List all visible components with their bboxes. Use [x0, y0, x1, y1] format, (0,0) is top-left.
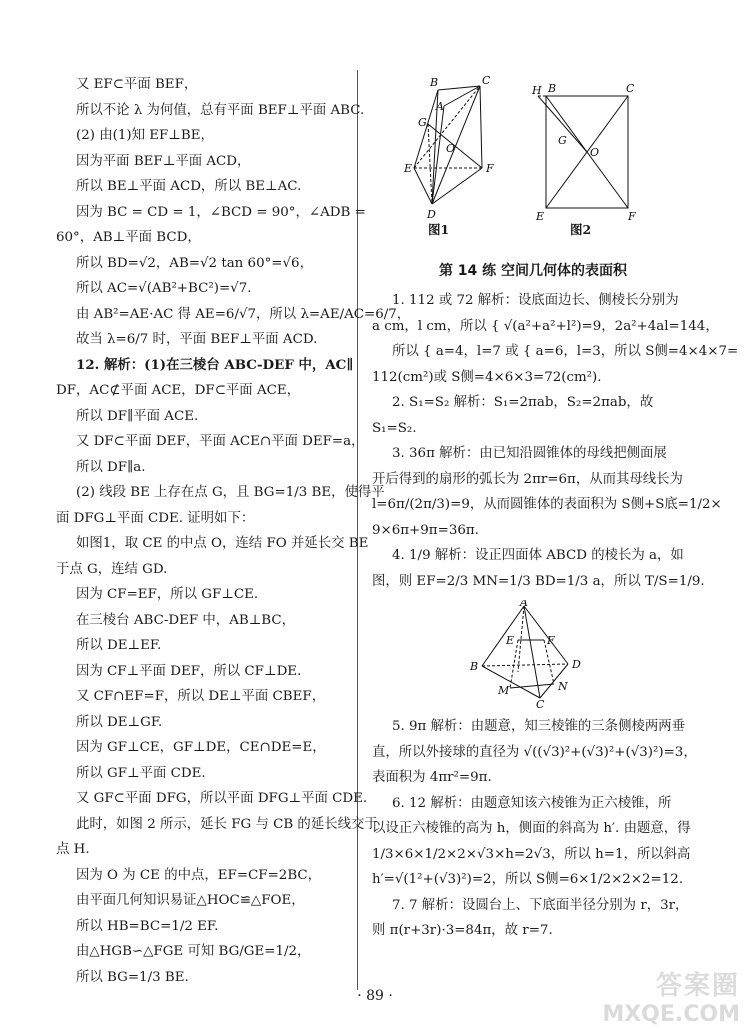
right_a-line: 所以 { a=4，l=7 或 { a=6，l=3，所以 S侧=4×4×7= [392, 344, 739, 359]
fig2-label-c: C [626, 82, 635, 95]
left-line: 12. 解析：(1)在三棱台 ABC-DEF 中，AC∥ [76, 356, 354, 373]
right_b-line: 直，所以外接球的直径为 √((√3)²+(√3)²+(√3)²)=3， [372, 744, 697, 760]
left-line: 60°，AB⊥平面 BCD， [56, 230, 201, 245]
fig1-label-c: C [482, 74, 491, 87]
tet-label-c: C [536, 698, 545, 708]
left-line: 所以 BG=1/3 BE. [76, 969, 189, 985]
figure-1-caption: 图1 [428, 222, 450, 237]
right_a-line: 112(cm²)或 S侧=4×6×3=72(cm²). [372, 369, 602, 385]
right_b-line: 7. 7 解析：设圆台上、下底面半径分别为 r，3r， [392, 897, 689, 913]
left-line: 于点 G，连结 GD. [56, 561, 168, 577]
fig1-label-d: D [427, 208, 436, 221]
left-line: 所以 DE⊥EF. [76, 638, 162, 653]
answers-5-7 [372, 714, 697, 944]
left-line: 在三棱台 ABC-DEF 中，AB⊥BC， [76, 612, 296, 628]
right_a-line: 开后得到的扇形的弧长为 2πr=6π，从而其母线长为 [372, 471, 683, 487]
figures-block [372, 72, 694, 254]
answers-1-4 [372, 288, 739, 594]
left-line: 所以不论 λ 为何值，总有平面 BEF⊥平面 ABC. [76, 102, 365, 118]
right_a-line: a cm，l cm，所以 { √(a²+a²+l²)=9，2a²+4al=144， [372, 318, 719, 334]
left-line: 由△HGB∽△FGE 可知 BG/GE=1/2， [76, 944, 311, 959]
fig2-label-h: H [532, 84, 542, 97]
right_a-line: l=6π/(2π/3)=9，从而圆锥体的表面积为 S侧+S底=1/2× [372, 497, 722, 512]
left-line: DF，AC⊄平面 ACE，DF⊂平面 ACE， [56, 383, 301, 398]
right_b-line: 则 π(r+3r)·3=84π，故 r=7. [372, 923, 553, 938]
right_a-line: 9×6π+9π=36π. [372, 522, 479, 538]
right_a-line: 1. 112 或 72 解析：设底面边长、侧棱长分别为 [392, 293, 679, 308]
left-line: 因为平面 BEF⊥平面 ACD， [76, 153, 251, 169]
left-line: 点 H. [56, 842, 90, 857]
right-column [372, 72, 739, 944]
left-line: 因为 CF⊥平面 DEF，所以 CF⊥DE. [76, 663, 302, 679]
tet-label-m: M [498, 684, 510, 697]
left-line: 所以 AC=√(AB²+BC²)=√7. [76, 281, 252, 296]
left-line: 此时，如图 2 所示，延长 FG 与 CB 的延长线交于 [76, 816, 378, 832]
right_b-line: 5. 9π 解析：由题意，知三棱锥的三条侧棱两两垂 [392, 719, 686, 734]
tetrahedron-figure [372, 600, 694, 708]
section-title: 第 14 练 空间几何体的表面积 [438, 263, 628, 279]
tet-label-e: E [506, 634, 515, 647]
tet-label-d: D [572, 658, 581, 671]
left-line: 所以 DE⊥GF. [76, 714, 163, 730]
left-line: (2) 由(1)知 EF⊥BE， [76, 128, 214, 143]
fig1-label-f: F [486, 162, 494, 175]
right_b-line: 6. 12 解析：由题意知该六棱锥为正六棱锥，所 [392, 795, 672, 811]
tet-label-a: A [520, 600, 528, 609]
left-line: 如图1，取 CE 的中点 O，连结 FO 并延长交 BE [76, 536, 369, 551]
figure-2-caption: 图2 [570, 222, 592, 237]
right_b-line: 以设正六棱锥的高为 h，侧面的斜高为 h′. 由题意，得 [372, 821, 691, 836]
left-line: 所以 DF∥a. [76, 459, 146, 475]
right_b-line: 表面积为 4πr²=9π. [372, 770, 492, 785]
fig2-label-g: G [558, 134, 567, 147]
right_a-line: 图，则 EF=2/3 MN=1/3 BD=1/3 a，所以 T/S=1/9. [372, 573, 705, 589]
left-line: 所以 BE⊥平面 ACD，所以 BE⊥AC. [76, 179, 302, 194]
left-line: 又 GF⊂平面 DFG，所以平面 DFG⊥平面 CDE. [76, 791, 368, 806]
left-line: 又 EF⊂平面 BEF， [76, 77, 198, 92]
fig2-label-e: E [536, 210, 545, 223]
left-line: 故当 λ=6/7 时，平面 BEF⊥平面 ACD. [76, 332, 318, 347]
right_a-line: 2. S₁=S₂ 解析：S₁=2πab，S₂=2πab，故 [392, 395, 654, 410]
fig2-label-f: F [628, 210, 636, 223]
left-line: 所以 BD=√2，AB=√2 tan 60°=√6， [76, 255, 313, 271]
right_a-line: 4. 1/9 解析：设正四面体 ABCD 的棱长为 a，如 [392, 548, 684, 563]
watermark-line2: MXQE.COM [602, 1002, 740, 1027]
fig1-label-g: G [418, 116, 427, 129]
fig1-label-o: O [446, 142, 456, 155]
left-line: 由 AB²=AE·AC 得 AE=6/√7，所以 λ=AE/AC=6/7， [76, 306, 411, 322]
left-line: 所以 DF∥平面 ACE. [76, 408, 199, 424]
tet-label-b: B [470, 660, 479, 673]
left-line: 由平面几何知识易证△HOC≌△FOE， [76, 893, 305, 908]
left-line: 因为 BC = CD = 1，∠BCD = 90°，∠ADB = [76, 204, 366, 220]
page-number: · 89 · [357, 988, 393, 1004]
left-line: 又 DF⊂平面 DEF，平面 ACE∩平面 DEF=a， [76, 434, 365, 449]
left-line: 因为 O 为 CE 的中点，EF=CF=2BC， [76, 867, 322, 883]
figure-1-and-2 [372, 72, 694, 232]
left-line: 面 DFG⊥平面 CDE. 证明如下： [56, 510, 255, 526]
right_b-line: h′=√(1²+(√3)²)=2，所以 S侧=6×1/2×2×2=12. [372, 872, 684, 887]
left-line: 又 CF∩EF=F，所以 DE⊥平面 CBEF， [76, 689, 326, 704]
fig1-label-a: A [436, 100, 444, 113]
watermark-line1: 答案圈 [655, 971, 740, 1001]
left-line: 所以 GF⊥平面 CDE. [76, 765, 206, 781]
left-line: 因为 CF=EF，所以 GF⊥CE. [76, 587, 259, 602]
right_a-line: S₁=S₂. [372, 420, 417, 436]
fig2-label-o: O [590, 146, 600, 159]
watermark-logo [602, 965, 740, 1027]
fig1-label-b: B [430, 76, 439, 89]
right_a-line: 3. 36π 解析：由已知沿圆锥体的母线把侧面展 [392, 446, 667, 461]
tet-label-f: F [547, 634, 555, 647]
right_b-line: 1/3×6×1/2×2×√3×h=2√3，所以 h=1，所以斜高 [372, 846, 691, 862]
fig1-label-e: E [404, 162, 413, 175]
left-line: 所以 HB=BC=1/2 EF. [76, 918, 219, 934]
tetrahedron-svg [372, 600, 694, 708]
fig2-label-b: B [548, 82, 557, 95]
left-line: 因为 GF⊥CE，GF⊥DE，CE∩DE=E， [76, 740, 326, 755]
tet-label-n: N [558, 680, 568, 693]
left-line: (2) 线段 BE 上存在点 G，且 BG=1/3 BE，使得平 [76, 485, 385, 500]
